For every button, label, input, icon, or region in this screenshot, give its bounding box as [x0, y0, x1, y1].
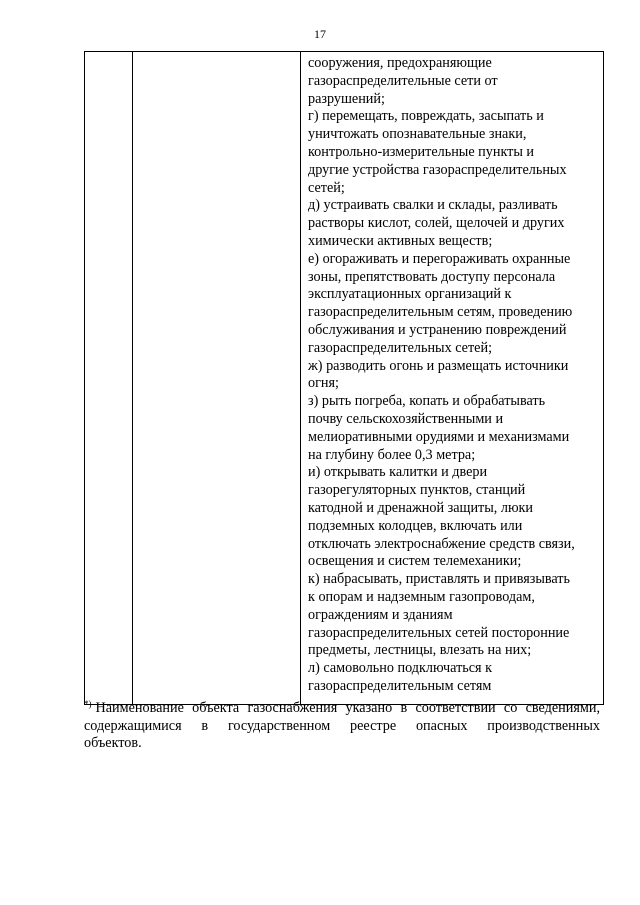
table-text-line: подземных колодцев, включать или — [308, 517, 523, 534]
table-cell-restrictions — [301, 52, 604, 705]
table-text-line: химически активных веществ; — [308, 232, 493, 249]
footnote-marker: *) — [84, 699, 92, 709]
table-text-line: растворы кислот, солей, щелочей и других — [308, 215, 565, 232]
table-text-line: и) открывать калитки и двери — [308, 464, 488, 481]
restrictions-text — [301, 52, 603, 704]
table-text-line: огня; — [308, 375, 339, 392]
table-cell-number — [85, 52, 133, 705]
page-number: 17 — [314, 27, 326, 41]
footnote-text: Наименование объекта газоснабжения указано в соответствии со сведениями, — [95, 700, 600, 716]
table-text-line: сооружения, предохраняющие — [308, 55, 492, 71]
table-text-line: газораспределительных сетей посторонние — [308, 624, 570, 641]
document-table — [84, 51, 604, 705]
table-text-line: разрушений; — [308, 90, 385, 107]
table-text-line: газораспределительные сети от — [308, 72, 498, 89]
table-text-line: обслуживания и устранению повреждений — [308, 321, 567, 338]
table-text-line: к опорам и надземным газопроводам, — [308, 588, 535, 605]
table-text-line: ж) разводить огонь и размещать источники — [308, 357, 569, 374]
table-text-line: катодной и дренажной защиты, люки — [308, 499, 534, 516]
footnote-line — [84, 696, 600, 718]
table-text-line: освещения и систем телемеханики; — [308, 553, 522, 570]
table-text-line: уничтожать опознавательные знаки, — [308, 126, 527, 143]
table-text-line: ограждениям и зданиям — [308, 606, 453, 623]
table-text-line: контрольно-измерительные пункты и — [308, 143, 535, 160]
table-text-line: газораспределительным сетям, проведению — [308, 304, 573, 321]
footnote — [84, 696, 600, 753]
table-text-line: отключать электроснабжение средств связи, — [308, 535, 575, 552]
table-text-line: л) самовольно подключаться к — [308, 660, 493, 677]
table-text-line: г) перемещать, повреждать, засыпать и — [308, 108, 544, 125]
table-text-line: сетей; — [308, 179, 345, 196]
table-text-line: газораспределительным сетям — [308, 677, 492, 694]
table-text-line: почву сельскохозяйственными и — [308, 410, 504, 427]
table-text-line: мелиоративными орудиями и механизмами — [308, 428, 570, 445]
table-text-line: газорегуляторных пунктов, станций — [308, 482, 526, 499]
table-text-line: з) рыть погреба, копать и обрабатывать — [308, 393, 546, 410]
footnote-line: содержащимися в государственном реестре опасных производственных — [84, 717, 600, 734]
table-cell-object-name — [133, 52, 301, 705]
table-text-line: е) огораживать и перегораживать охранные — [308, 250, 571, 267]
table-text-line: д) устраивать свалки и склады, разливать — [308, 197, 558, 214]
footnote-line: объектов. — [84, 735, 142, 751]
table-row — [85, 52, 604, 705]
table-text-line: предметы, лестницы, влезать на них; — [308, 642, 532, 659]
table-text-line: газораспределительных сетей; — [308, 339, 493, 356]
table-text-line: к) набрасывать, приставлять и привязывать — [308, 571, 570, 588]
table-text-line: зоны, препятствовать доступу персонала — [308, 268, 556, 285]
table-text-line: другие устройства газораспределительных — [308, 161, 567, 178]
table-text-line: эксплуатационных организаций к — [308, 286, 512, 303]
table-text-line: на глубину более 0,3 метра; — [308, 446, 476, 463]
